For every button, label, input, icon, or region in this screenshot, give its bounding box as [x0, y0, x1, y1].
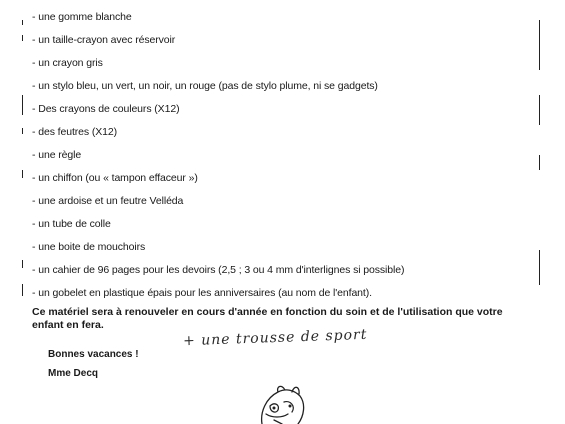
- handwritten-note: + une trousse de sport: [182, 326, 368, 350]
- renewal-note: Ce matériel sera à renouveler en cours d'année en fonction du soin et de l'utilisation que votre enfant en fera.: [32, 306, 503, 331]
- list-item: - un stylo bleu, un vert, un noir, un rouge (pas de stylo plume, ni se gadgets): [32, 80, 378, 92]
- list-item: - une règle: [32, 149, 82, 161]
- list-item: - une gomme blanche: [32, 11, 132, 23]
- scan-mark: [22, 128, 23, 134]
- list-item: - un gobelet en plastique épais pour les anniversaires (au nom de l'enfant).: [32, 287, 372, 299]
- scan-mark: [22, 260, 23, 268]
- scan-mark: [22, 170, 23, 178]
- list-item: - un taille-crayon avec réservoir: [32, 34, 176, 46]
- list-item: - un cahier de 96 pages pour les devoirs (2,5 ; 3 ou 4 mm d'interlignes si possible): [32, 264, 405, 276]
- scan-mark: [539, 155, 540, 170]
- list-item: - une ardoise et un feutre Velléda: [32, 195, 184, 207]
- doodle-drawing: [252, 384, 322, 424]
- scan-mark: [22, 20, 23, 25]
- list-item: - un chiffon (ou « tampon effaceur »): [32, 172, 198, 184]
- scan-mark: [539, 250, 540, 285]
- list-item: - des feutres (X12): [32, 126, 118, 138]
- scan-mark: [22, 95, 23, 115]
- scan-mark: [22, 284, 23, 296]
- scan-mark: [22, 35, 23, 41]
- signature: Mme Decq: [48, 368, 99, 379]
- greeting: Bonnes vacances !: [48, 349, 139, 360]
- list-item: - un tube de colle: [32, 218, 111, 230]
- scan-mark: [539, 95, 540, 125]
- list-item: - une boite de mouchoirs: [32, 241, 146, 253]
- list-item: - Des crayons de couleurs (X12): [32, 103, 180, 115]
- list-item: - un crayon gris: [32, 57, 103, 69]
- scan-mark: [539, 20, 540, 70]
